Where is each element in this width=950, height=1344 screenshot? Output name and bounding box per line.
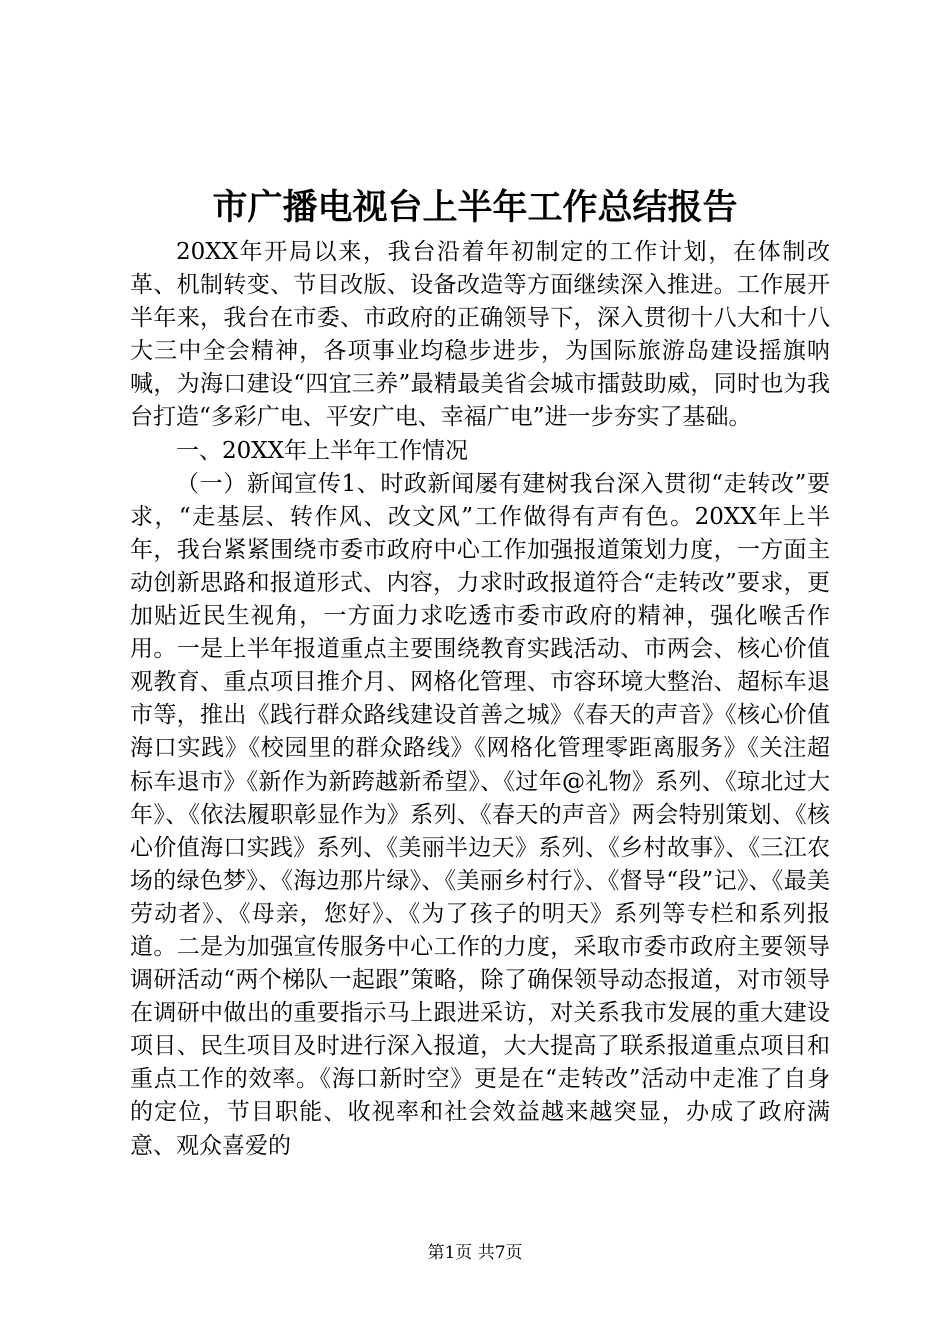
paragraph-news-publicity: （一）新闻宣传1、时政新闻屡有建树我台深入贯彻“走转改”要求，“走基层、转作风、改文风”工作做得有声有色。20XX年上半年，我台紧紧围绕市委市政府中心工作加强报道策划力度，一方面主动创新思路和报道形式、内容，力求时政报道符合“走转改”要求，更加贴近民生视角，一方面力求吃透市委市政府的精神，强化喉舌作用。一是上半年报道重点主要围绕教育实践活动、市两会、核心价值观教育、重点项目推介月、网格化管理、市容环境大整治、超标车退市等，推出《践行群众路线建设首善之城》《春天的声音》《核心价值海口实践》《校园里的群众路线》《网格化管理零距离服务》《关注超标车退市》《新作为新跨越新希望》、《过年@礼物》系列、《琼北过大年》、《依法履职彰显作为》系列、《春天的声音》两会特别策划、《核心价值海口实践》系列、《美丽半边天》系列、《乡村故事》、《三江农场的绿色梦》、《海边那片绿》、《美丽乡村行》、《督导“段”记》、《最美劳动者》、《母亲，您好》、《为了孩子的明天》系列等专栏和系列报道。二是为加强宣传服务中心工作的力度，采取市委市政府主要领导调研活动“两个梯队一起跟”策略，除了确保领导动态报道，对市领导在调研中做出的重要指示马上跟进采访，对关系我市发展的重大建设项目、民生项目及时进行深入报道，大大提高了联系报道重点项目和重点工作的效率。《海口新时空》更是在“走转改”活动中走准了自身的定位，节目职能、收视率和社会效益越来越突显，办成了政府满意、观众喜爱的 <box>130 470 830 1159</box>
document-title: 市广播电视台上半年工作总结报告 <box>212 187 738 228</box>
paragraph-intro: 20XX年开局以来，我台沿着年初制定的工作计划，在体制改革、机制转变、节目改版、设备改造等方面继续深入推进。工作展开半年来，我台在市委、市政府的正确领导下，深入贯彻十八大和十八大三中全会精神，各项事业均稳步进步，为国际旅游岛建设摇旗呐喊，为海口建设“四宜三养”最精最美省会城市擂鼓助威，同时也为我台打造“多彩广电、平安广电、幸福广电”进一步夯实了基础。 <box>130 239 830 431</box>
page-indicator: 第1页 共7页 <box>427 1243 523 1263</box>
section-heading: 一、20XX年上半年工作情况 <box>176 437 469 464</box>
document-body <box>130 236 830 1163</box>
